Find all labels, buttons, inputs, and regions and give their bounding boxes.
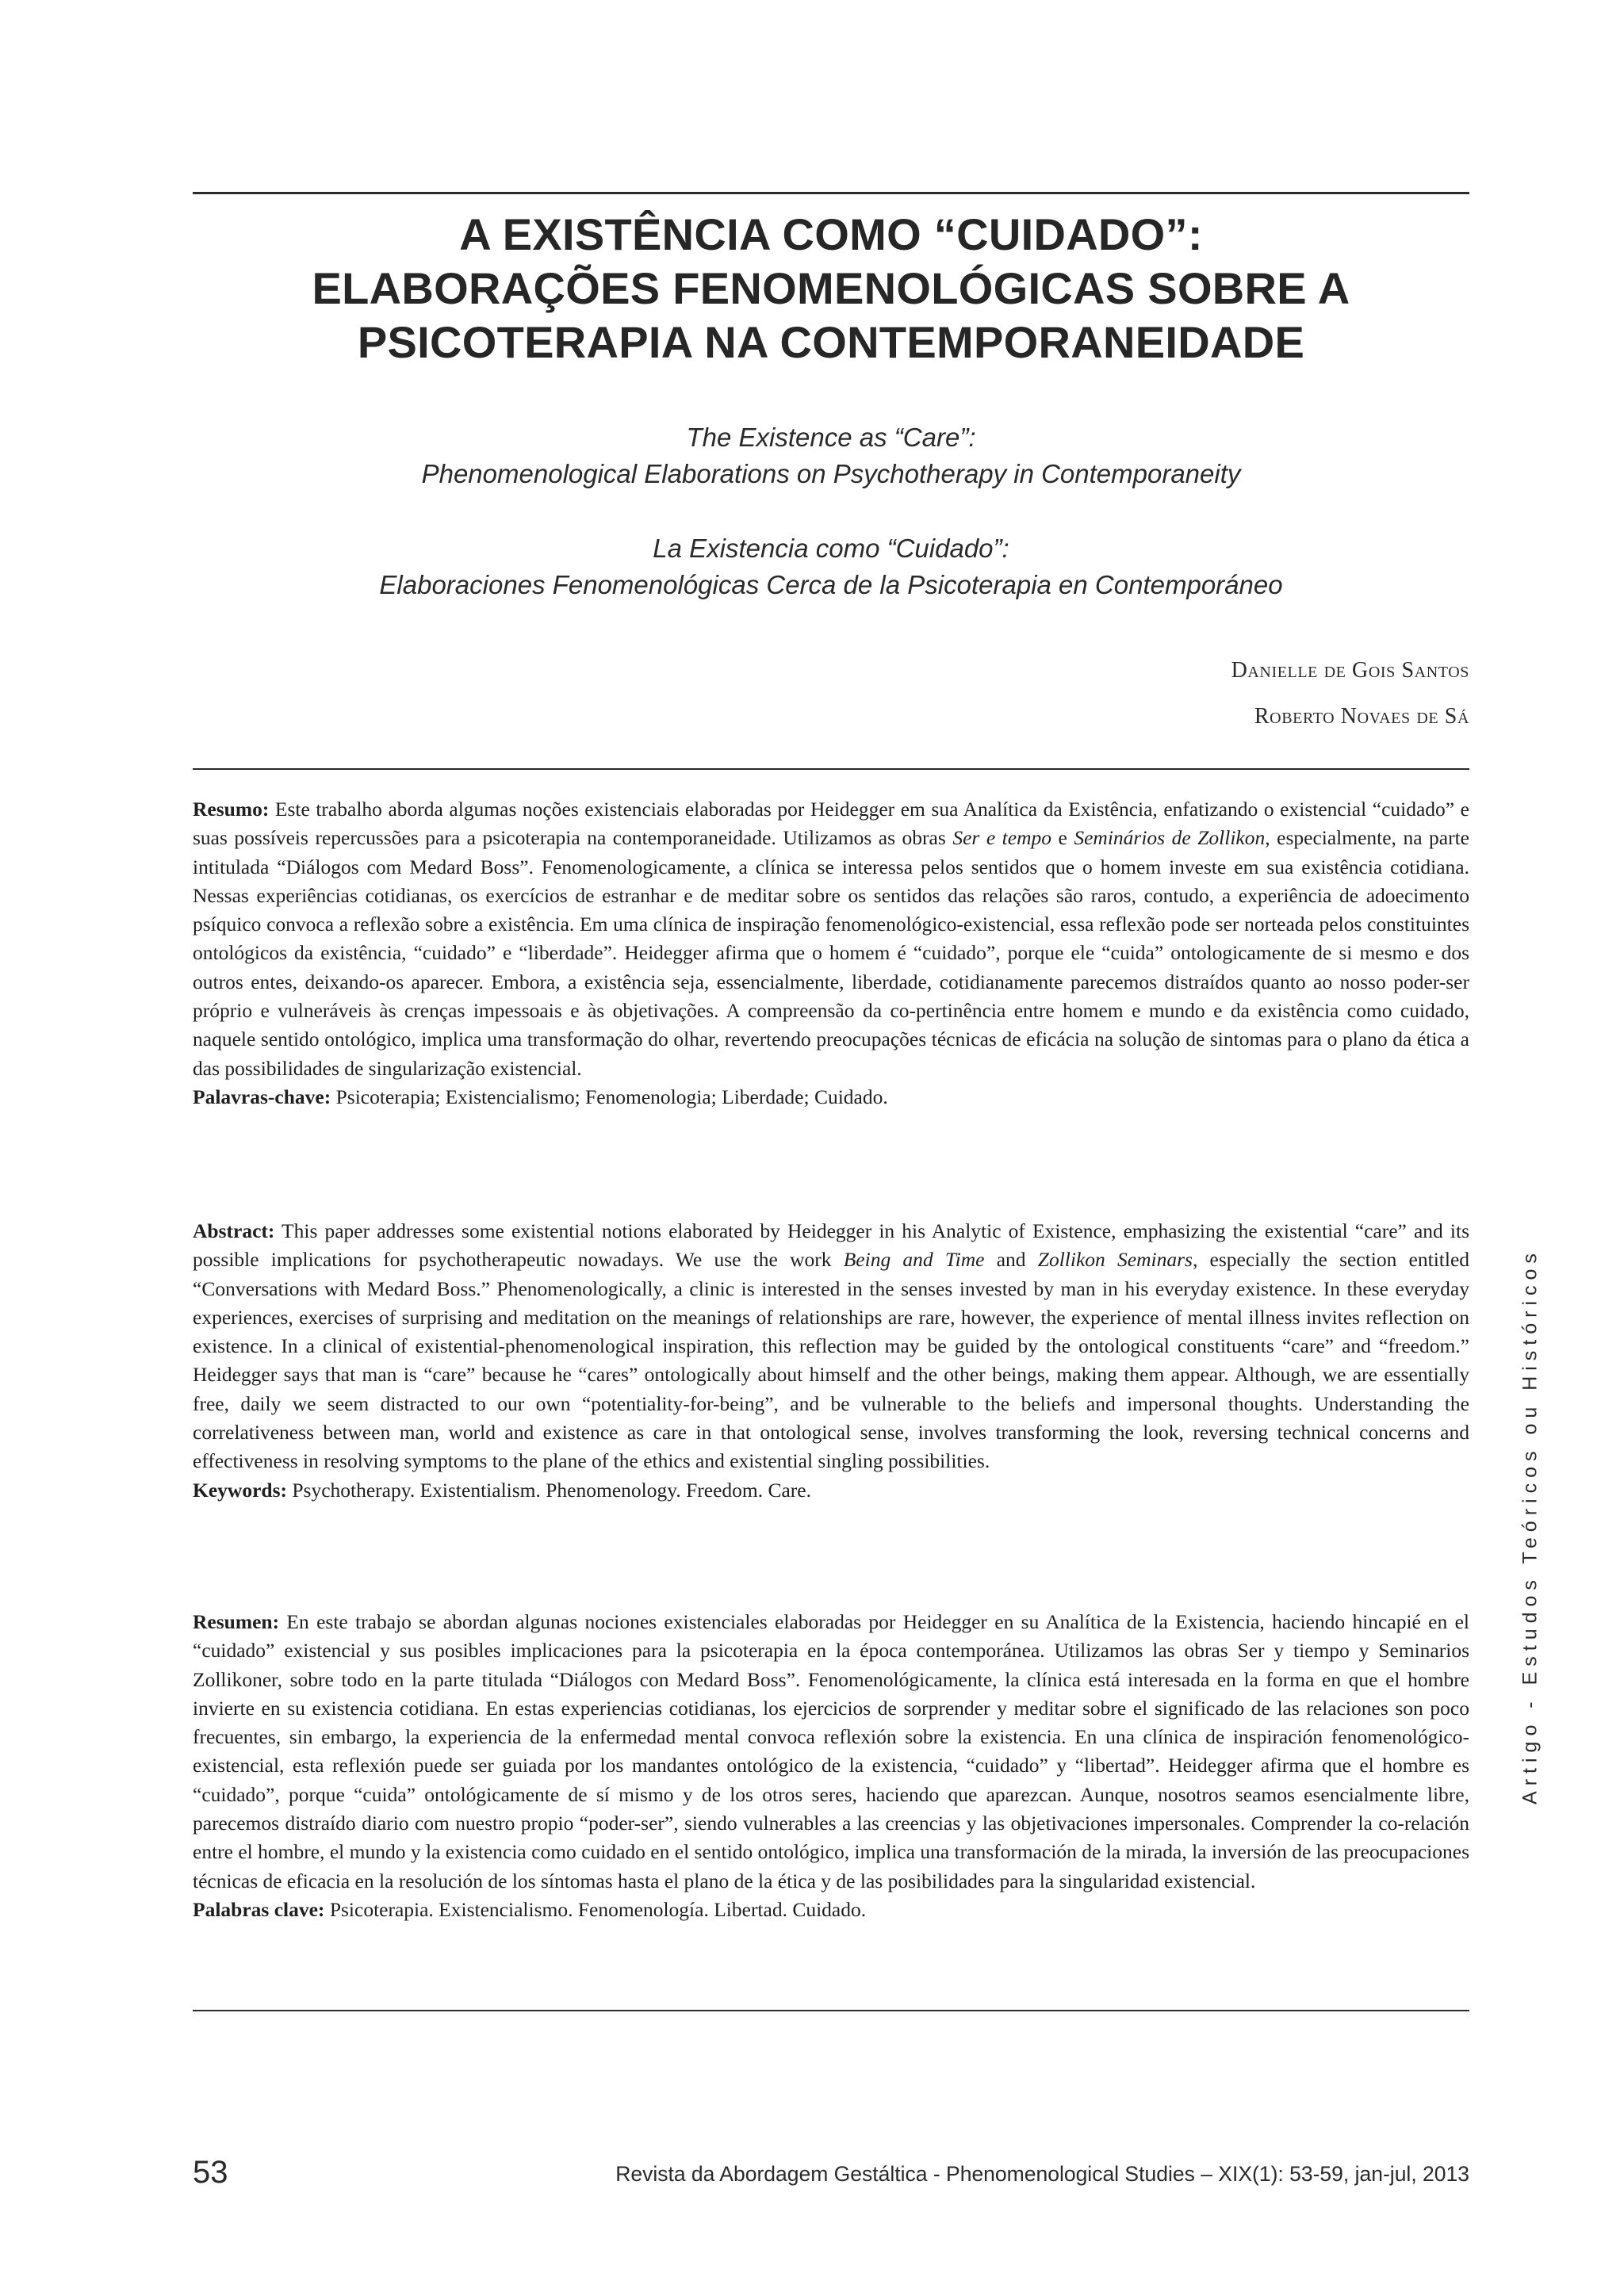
abstract-text: e [1051,826,1074,850]
work-title: Being and Time [843,1248,985,1272]
english-title-line-2: Phenomenological Elaborations on Psychotherapy in Contemporaneity [421,459,1241,488]
keywords-label: Palabras clave: [193,1897,325,1921]
abstract-text: This paper addresses some existential notions elaborated by Heidegger in his Analytic of Existence, emphasizing the existential “care” and its possible implications for psychotherapeutic nowadays. We use the work [193,1219,1469,1272]
title-line-3: PSICOTERAPIA NA CONTEMPORANEIDADE [357,317,1305,367]
author-name: Roberto Novaes de Sá [1254,704,1469,729]
abstract-portuguese [193,795,1469,1112]
abstract-english [193,1217,1469,1505]
page-number: 53 [193,2155,228,2190]
spanish-title-line-2: Elaboraciones Fenomenológicas Cerca de la Psicoterapia en Contemporáneo [379,570,1283,599]
abstract-portuguese-body [193,795,1469,1083]
english-title-line-1: The Existence as “Care”: [686,423,976,452]
keywords-label: Palavras-chave: [193,1085,331,1108]
article-type-label: Artigo - Estudos Teóricos ou Históricos [1519,1248,1542,1804]
abstract-label: Resumen: [193,1610,280,1633]
spanish-title [193,530,1469,603]
work-title: Zollikon Seminars [1037,1248,1193,1272]
abstract-english-body [193,1217,1469,1476]
top-rule [193,192,1469,194]
author-list [1231,648,1469,740]
abstract-label: Resumo: [193,798,270,821]
abstract-text: , especialmente, na parte intitulada “Diálogos com Medard Boss”. Fenomenologicamente, a clínica se interessa pelos sentidos que o homem investe em sua existência cotidiana. Nessas experiências cotidianas, os exercícios de estranhar e de meditar sobre os sentidos das relações são raros, contudo, a experiência de adoecimento psíquico convoca a reflexão sobre a existência. Em uma clínica de inspiração fenomenológico-existencial, essa reflexão pode ser norteada pelos constituintes ontológicos da existência, “cuidado” e “liberdade”. Heidegger afirma que o homem é “cuidado”, porque ele “cuida” ontologicamente de si mesmo e dos outros entes, deixando-os aparecer. Embora, a existência seja, essencialmente, liberdade, cotidianamente parecemos distraídos quanto ao nosso poder-ser próprio e vulneráveis às crenças impessoais e às objetivações. A compreensão da co-pertinência entre homem e mundo e da existência como cuidado, naquele sentido ontológico, implica uma transformação do olhar, revertendo preocupações técnicas de eficácia na solução de sintomas para o plano da ética a das possibilidades de singularização existencial. [193,826,1470,1080]
keywords-english [193,1476,1469,1505]
keywords-label: Keywords: [193,1478,287,1502]
abstract-label: Abstract: [193,1219,275,1242]
abstract-spanish [193,1608,1469,1924]
article-title [193,208,1469,369]
author-name: Danielle de Gois Santos [1231,658,1469,683]
section-rule [193,768,1469,770]
title-line-1: A EXISTÊNCIA COMO “CUIDADO”: [459,209,1203,259]
section-rule [193,2010,1469,2011]
keywords-spanish [193,1896,1469,1924]
abstract-text: , especially the section entitled “Conversations with Medard Boss.” Phenomenologically, a clinic is interested in the senses invested by man in his everyday existence. In these everyday experiences, exercises of surprising and meditation on the meanings of relationships are rare, however, the experience of mental illness invites reflection on existence. In a clinical of existential-phenomenological inspiration, this reflection may be guided by the ontological constituents “care” and “freedom.” Heidegger says that man is “care” because he “cares” ontologically about himself and the other beings, making them appear. Although, we are essentially free, daily we seem distracted to our own “potentiality-for-being”, and be vulnerable to the beliefs and impersonal thoughts. Understanding the correlativeness between man, world and existence as care in that ontological sense, involves transforming the look, reversing technical concerns and effectiveness in resolving symptoms to the plane of the ethics and existential singling possibilities. [193,1248,1470,1473]
keywords-text: Psychotherapy. Existentialism. Phenomenology. Freedom. Care. [286,1478,811,1502]
abstract-text: En este trabajo se abordan algunas nociones existenciales elaboradas por Heidegger en su Analítica de la Existencia, haciendo hincapié en el “cuidado” existencial y sus posibles implicaciones para la psicoterapia en la época contemporánea. Utilizamos las obras Ser y tiempo y Seminarios Zollikoner, sobre todo en la parte titulada “Diálogos con Medard Boss”. Fenomenológicamente, la clínica está interesada en la forma en que el hombre invierte en su existencia cotidiana. En estas experiencias cotidianas, los ejercicios de sorprender y meditar sobre el significado de las relaciones son poco frecuentes, sin embargo, la experiencia de la enfermedad mental convoca reflexión sobre la existencia. En una clínica de inspiración fenomenológico-existencial, esta reflexión puede ser guiada por los mandantes ontológico de la existencia, “cuidado” y “libertad”. Heidegger afirma que el hombre es “cuidado”, porque “cuida” ontológicamente de sí mismo y de los otros seres, haciendo que aparezcan. Aunque, nosotros seamos esencialmente libre, parecemos distraído diario com nuestro propio “poder-ser”, siendo vulnerables a las creencias y las objetivaciones impersonales. Comprender la co-relación entre el hombre, el mundo y la existencia como cuidado en el sentido ontológico, implica una transformación de la mirada, la inversión de las preocupaciones técnicas de eficacia en la resolución de los síntomas hasta el plano de la ética y de las posibilidades para la singularidad existencial. [193,1610,1469,1892]
keywords-portuguese [193,1083,1469,1112]
keywords-text: Psicoterapia; Existencialismo; Fenomenologia; Liberdade; Cuidado. [331,1085,888,1108]
abstract-text: Este trabalho aborda algumas noções existenciais elaboradas por Heidegger em sua Analítica da Existência, enfatizando o existencial “cuidado” e suas possíveis repercussões para a psicoterapia na contemporaneidade. Utilizamos as obras [193,798,1469,850]
abstract-text: and [984,1248,1038,1272]
work-title: Ser e tempo [952,826,1051,850]
title-line-2: ELABORAÇÕES FENOMENOLÓGICAS SOBRE A [312,263,1350,313]
spanish-title-line-1: La Existencia como “Cuidado”: [653,534,1009,563]
abstract-spanish-body [193,1608,1469,1896]
keywords-text: Psicoterapia. Existencialismo. Fenomenología. Libertad. Cuidado. [324,1897,867,1921]
journal-citation: Revista da Abordagem Gestáltica - Phenomenological Studies – XIX(1): 53-59, jan-jul, 2013 [615,2162,1469,2186]
work-title: Seminários de Zollikon [1074,826,1266,850]
english-title [193,419,1469,492]
